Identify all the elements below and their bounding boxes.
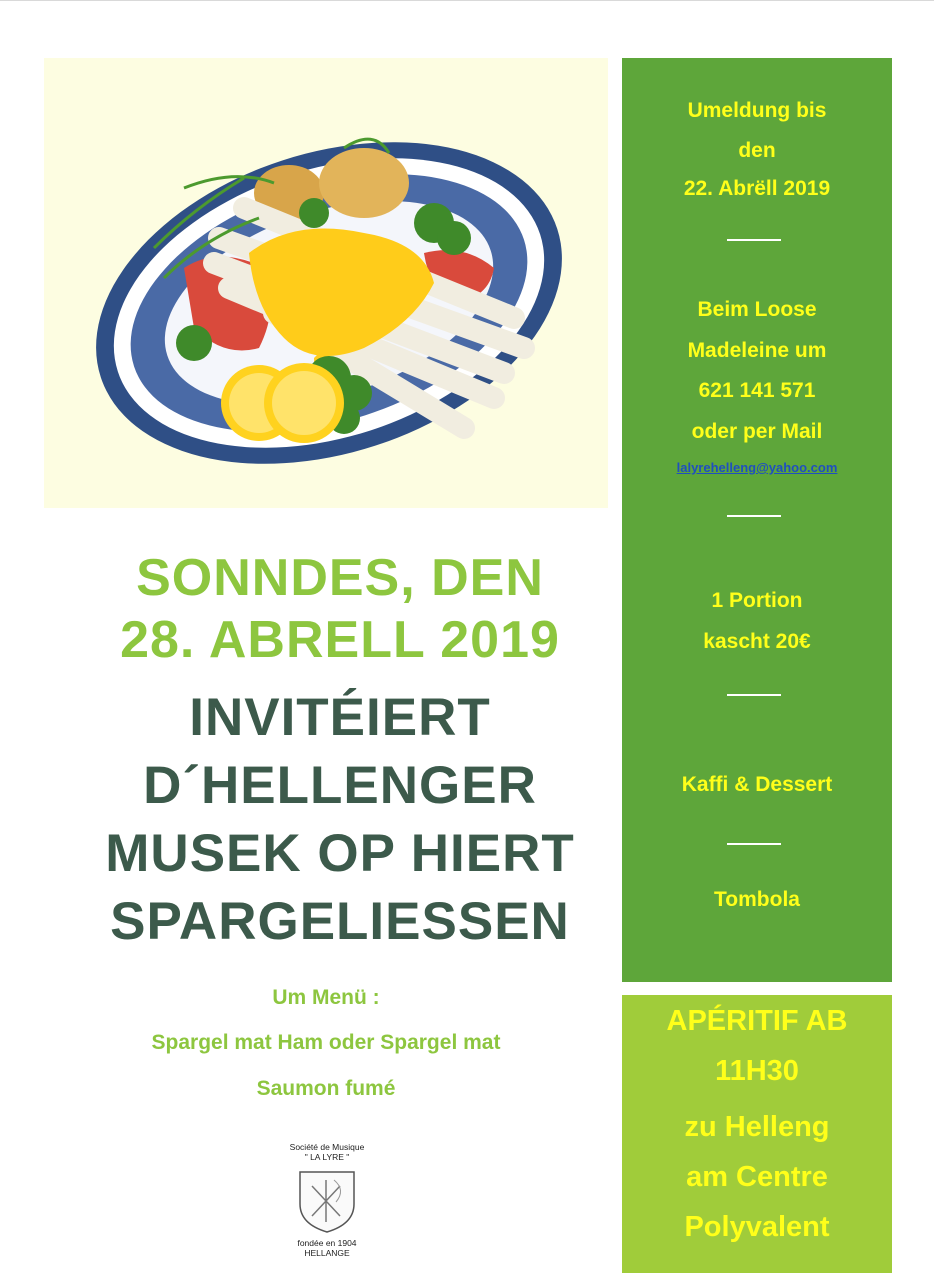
- menu-line-2: Saumon fumé: [256, 1077, 396, 1100]
- divider: [727, 515, 781, 517]
- aperitif-line-1: APÉRITIF AB: [666, 1005, 848, 1037]
- aperitif-time: 11H30: [715, 1055, 799, 1087]
- lyre-logo: [272, 1142, 382, 1258]
- contact-line-2: Madeleine um: [687, 339, 827, 362]
- price-line-1: 1 Portion: [711, 589, 803, 612]
- registration-line-2: den: [738, 139, 776, 162]
- logo-line-4: HELLANGE: [304, 1248, 350, 1258]
- date-line-2: 28. ABRELL 2019: [120, 611, 560, 669]
- menu-line-1: Spargel mat Ham oder Spargel mat: [151, 1031, 501, 1054]
- venue-line-2: am Centre: [686, 1161, 828, 1193]
- aperitif-panel: [622, 995, 892, 1273]
- price-line-2: kascht 20€: [703, 630, 811, 653]
- contact-phone: 621 141 571: [698, 379, 816, 402]
- logo-line-2: " LA LYRE ": [304, 1152, 350, 1162]
- divider: [727, 239, 781, 241]
- asparagus-plate-photo: [44, 58, 608, 508]
- menu-title: Um Menü :: [272, 986, 380, 1009]
- event-date: [30, 547, 650, 671]
- logo-line-3: fondée en 1904: [297, 1238, 357, 1248]
- info-panel: [622, 58, 892, 982]
- invite-line-2: D´HELLENGER: [143, 756, 537, 815]
- invite-line-4: SPARGELIESSEN: [110, 892, 570, 951]
- contact-line-1: Beim Loose: [697, 298, 817, 321]
- event-title: [30, 684, 650, 956]
- invite-line-3: MUSEK OP HIERT: [105, 824, 575, 883]
- date-line-1: SONNDES, DEN: [136, 549, 544, 607]
- divider: [727, 843, 781, 845]
- crest-icon: [292, 1166, 362, 1236]
- venue-line-3: Polyvalent: [684, 1211, 830, 1243]
- invite-line-1: INVITÉIERT: [189, 688, 491, 747]
- logo-line-1: Société de Musique: [289, 1142, 365, 1152]
- venue-line-1: zu Helleng: [684, 1111, 830, 1143]
- extra-coffee-dessert: Kaffi & Dessert: [681, 773, 833, 796]
- extra-tombola: Tombola: [714, 888, 800, 911]
- divider: [727, 694, 781, 696]
- contact-email-link[interactable]: lalyrehelleng@yahoo.com: [676, 460, 838, 475]
- registration-line-1: Umeldung bis: [687, 99, 827, 122]
- registration-date: 22. Abrëll 2019: [683, 177, 831, 200]
- top-rule: [0, 0, 934, 1]
- contact-line-4: oder per Mail: [691, 420, 823, 443]
